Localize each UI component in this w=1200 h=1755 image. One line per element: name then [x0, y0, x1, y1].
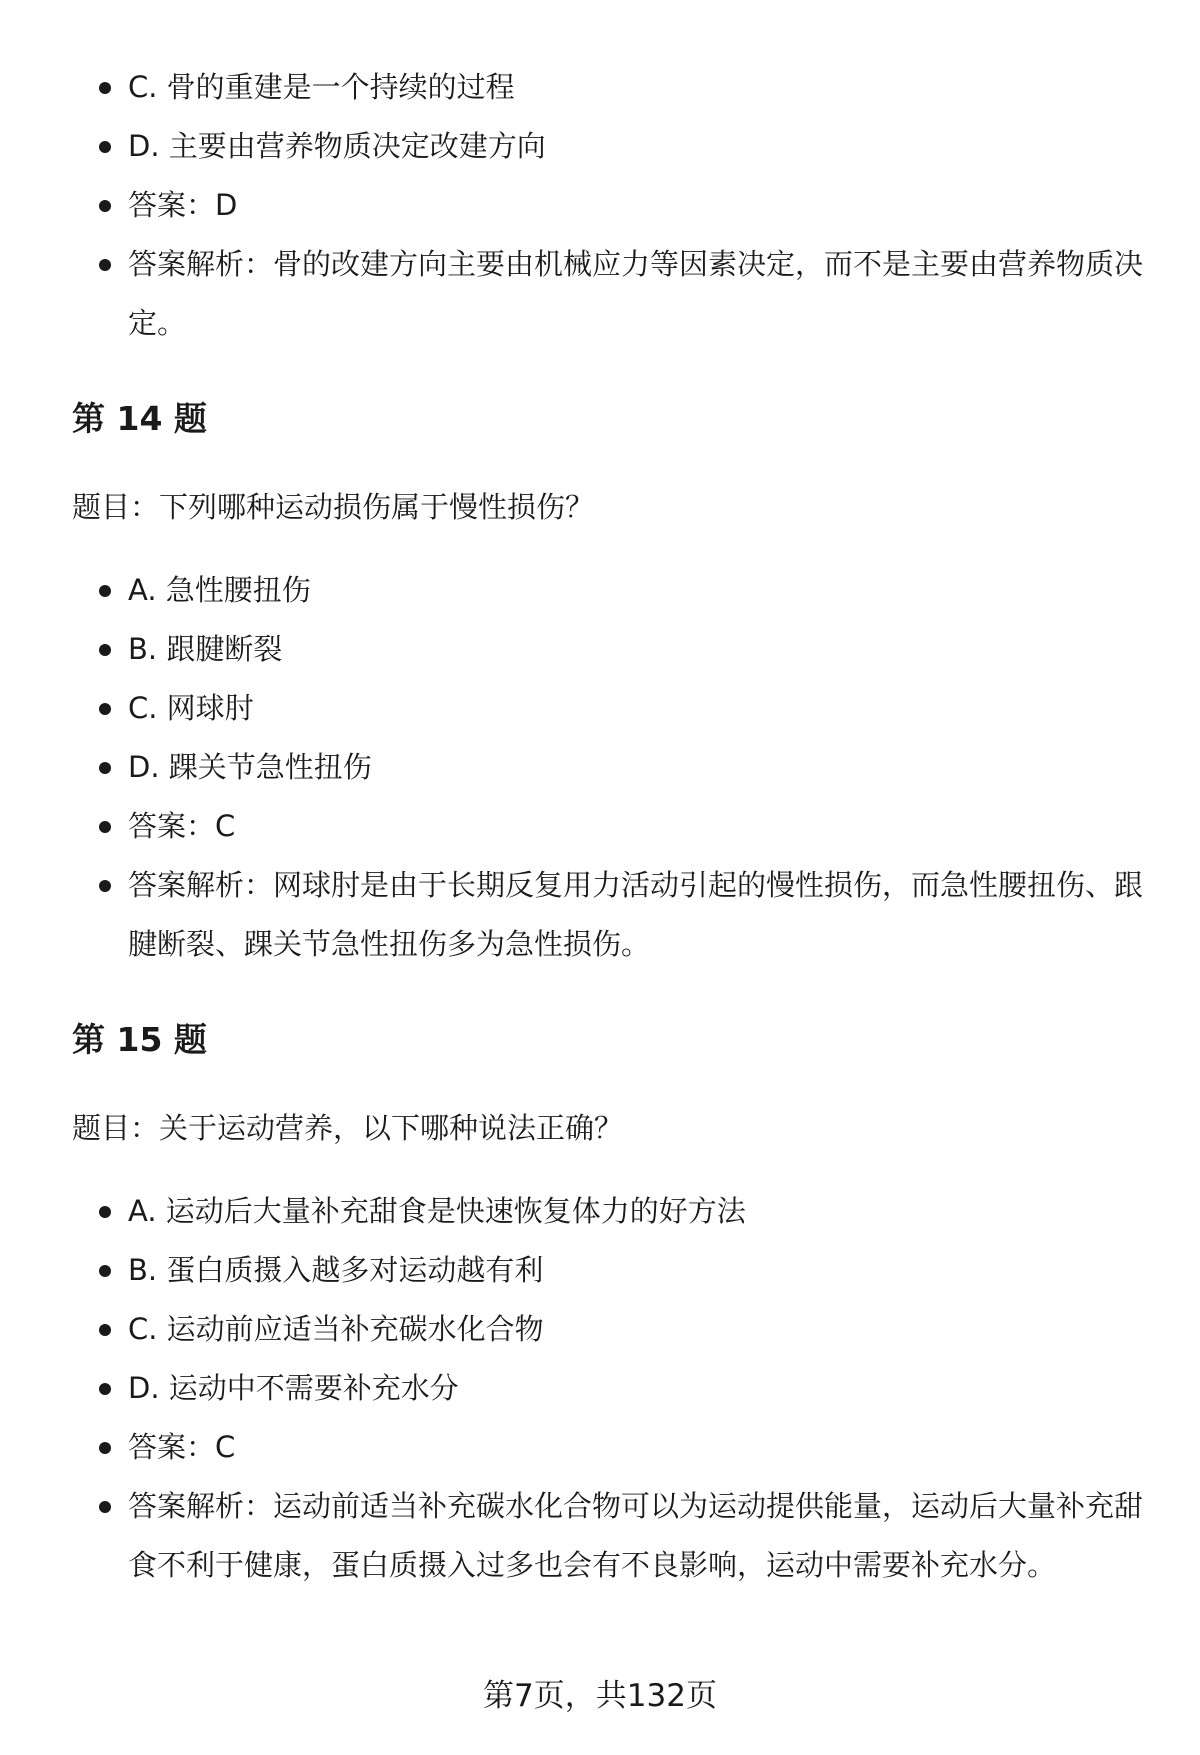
list-item-explanation: 答案解析：骨的改建方向主要由机械应力等因素决定，而不是主要由营养物质决定。 — [72, 235, 1148, 353]
question-15-heading: 第 15 题 — [72, 1020, 207, 1059]
list-item-option-d: D. 踝关节急性扭伤 — [72, 738, 1148, 797]
question-15-options — [72, 1182, 1148, 1595]
list-item-option-a: A. 急性腰扭伤 — [72, 561, 1148, 620]
question-14-text: 题目：下列哪种运动损伤属于慢性损伤？ — [72, 490, 595, 524]
q13-tail-list — [72, 58, 1148, 353]
list-item-option-c: C. 运动前应适当补充碳水化合物 — [72, 1300, 1148, 1359]
list-item-option-c: C. 网球肘 — [72, 679, 1148, 738]
list-item-answer: 答案：C — [72, 1418, 1148, 1477]
list-item-explanation: 答案解析：运动前适当补充碳水化合物可以为运动提供能量，运动后大量补充甜食不利于健康，蛋白质摄入过多也会有不良影响，运动中需要补充水分。 — [72, 1477, 1148, 1595]
list-item-option-a: A. 运动后大量补充甜食是快速恢复体力的好方法 — [72, 1182, 1148, 1241]
list-item-option-d: D. 运动中不需要补充水分 — [72, 1359, 1148, 1418]
document-page — [72, 62, 1148, 1595]
page-number-footer: 第7页，共132页 — [483, 1678, 717, 1714]
question-15-text: 题目：关于运动营养，以下哪种说法正确？ — [72, 1111, 624, 1145]
question-14-heading: 第 14 题 — [72, 399, 207, 438]
list-item-option-b: B. 跟腱断裂 — [72, 620, 1148, 679]
question-14-options — [72, 561, 1148, 974]
list-item-answer: 答案：C — [72, 797, 1148, 856]
list-item-option-d: D. 主要由营养物质决定改建方向 — [72, 117, 1148, 176]
list-item-option-b: B. 蛋白质摄入越多对运动越有利 — [72, 1241, 1148, 1300]
list-item-explanation: 答案解析：网球肘是由于长期反复用力活动引起的慢性损伤，而急性腰扭伤、跟腱断裂、踝关节急性扭伤多为急性损伤。 — [72, 856, 1148, 974]
list-item-answer: 答案：D — [72, 176, 1148, 235]
list-item-option-c: C. 骨的重建是一个持续的过程 — [72, 58, 1148, 117]
